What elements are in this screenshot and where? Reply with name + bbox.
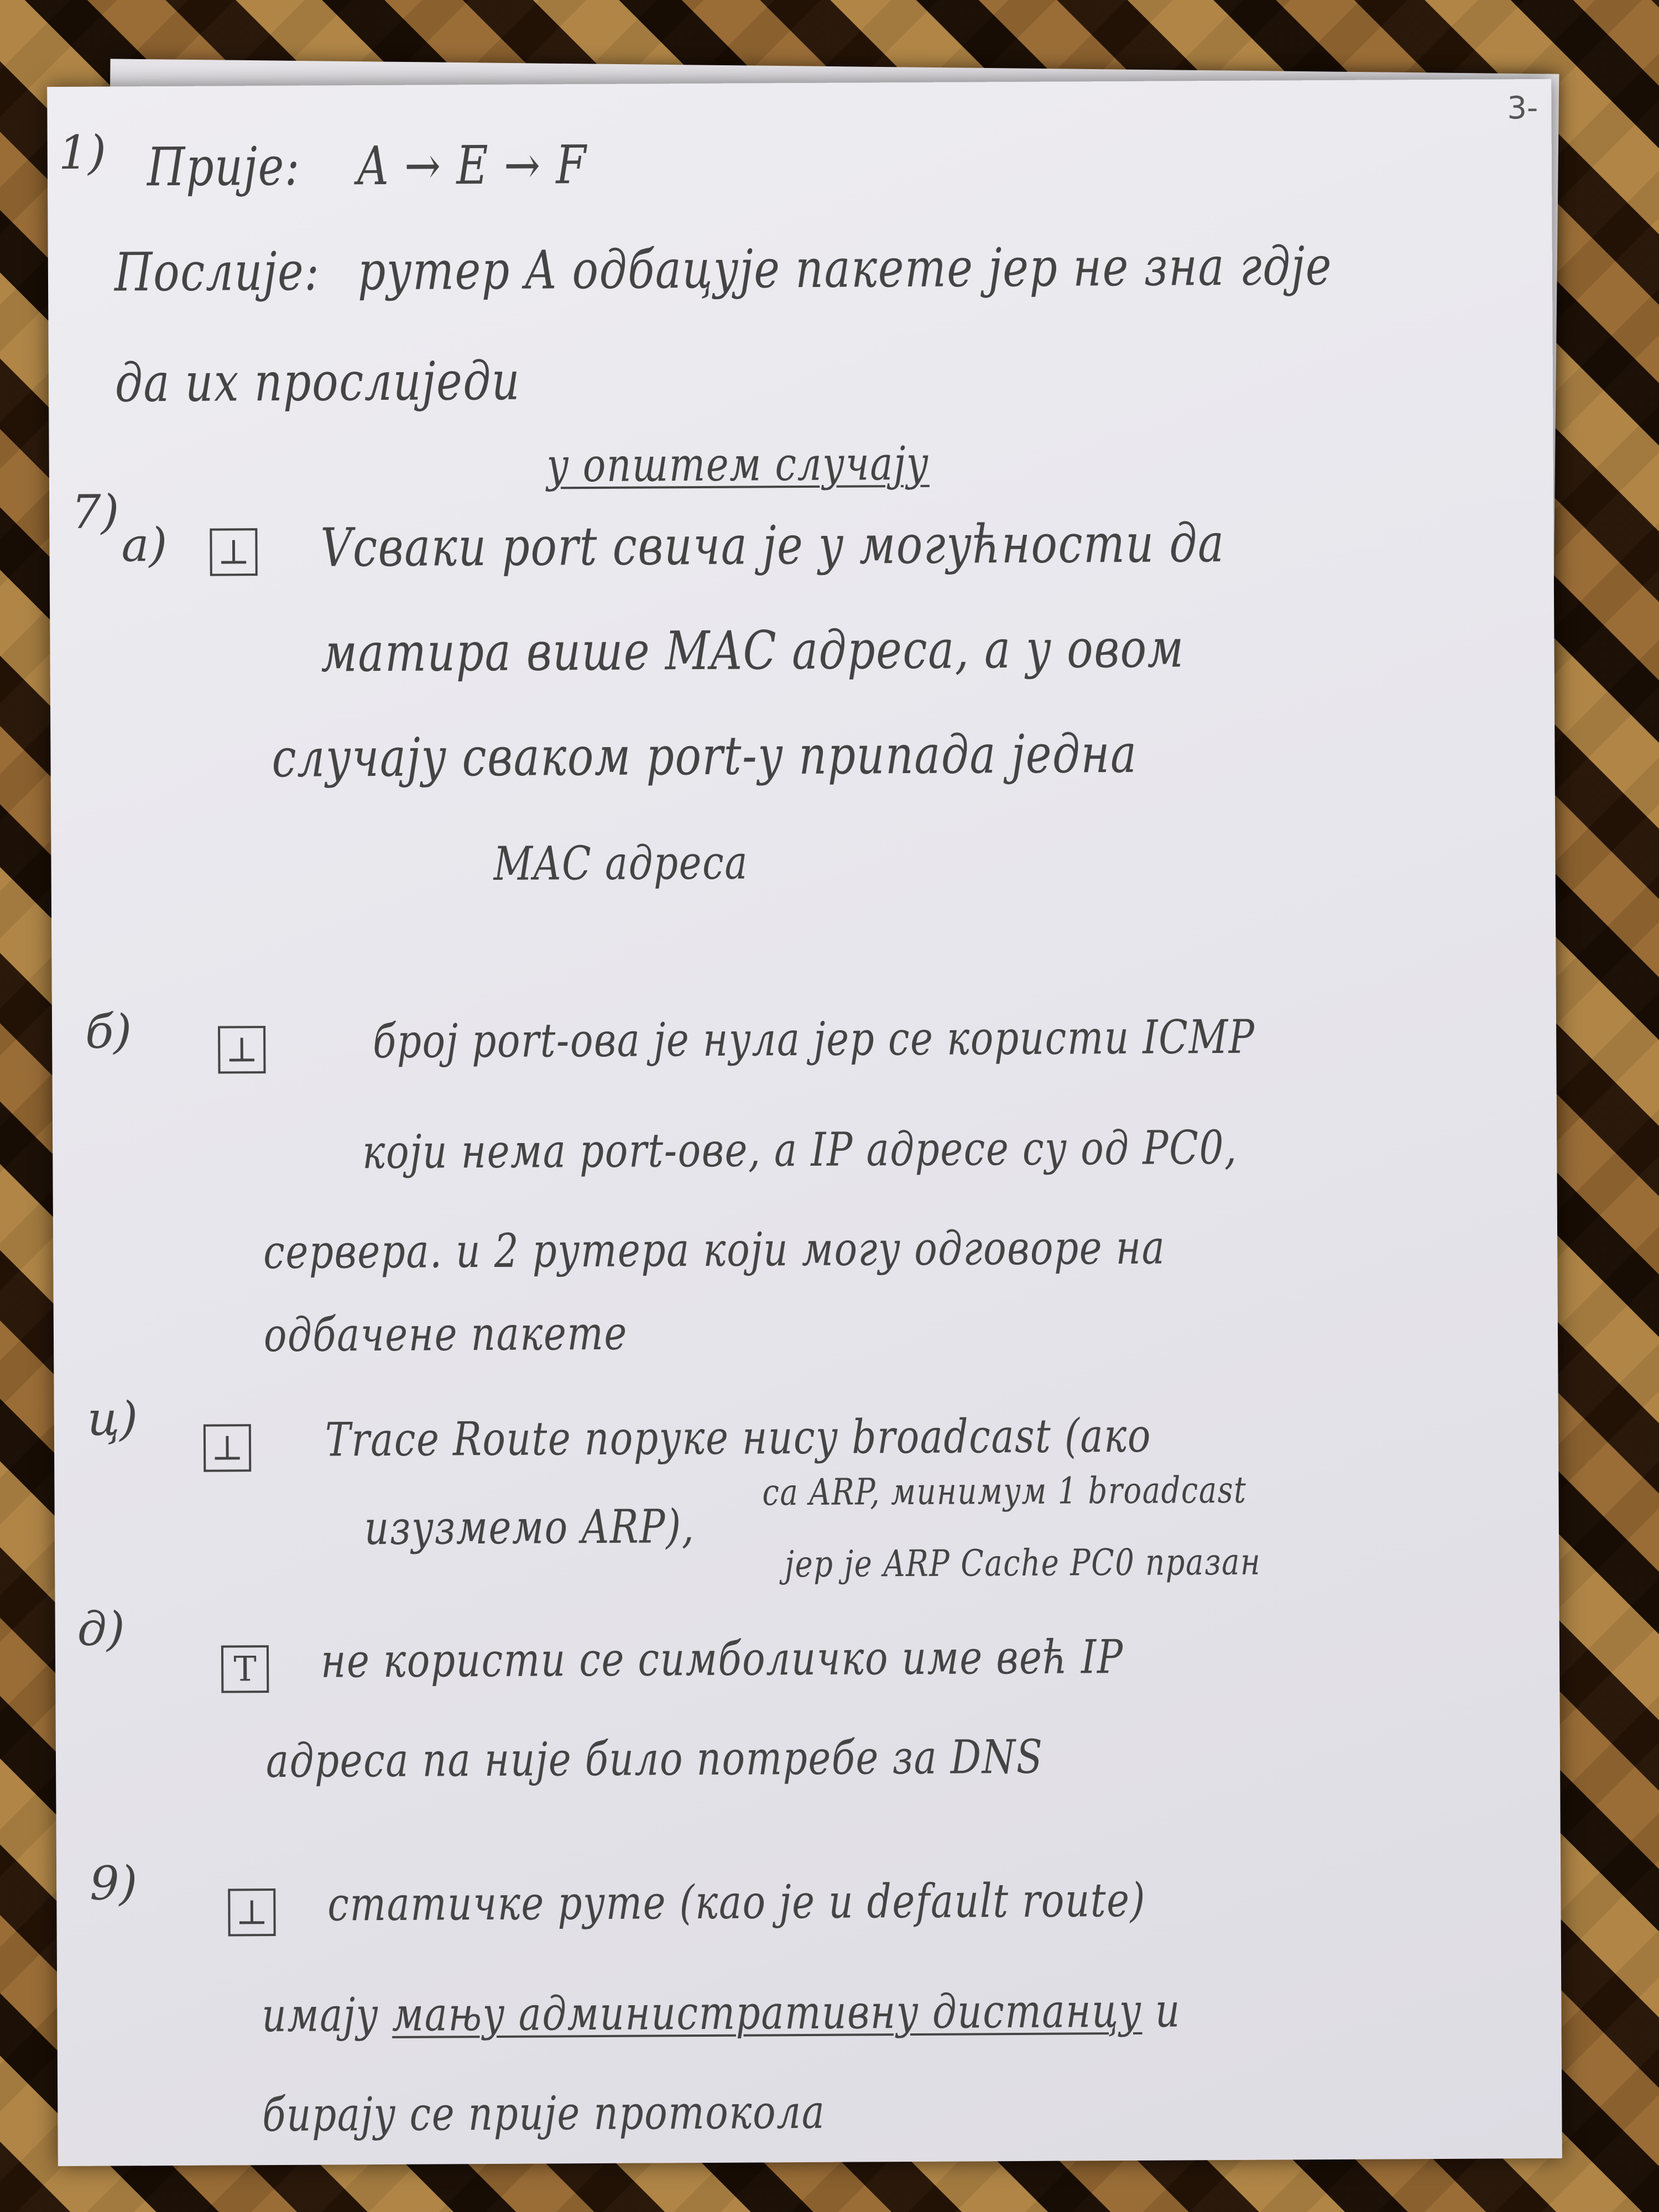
q9-line2-pre: имају xyxy=(262,1987,379,2043)
q1-after-text: рутер A одбацује пакете јер не зна гдје xyxy=(357,234,1333,302)
q7-annotation: у општем случају xyxy=(546,436,930,493)
q7b-mark: ⊥ xyxy=(218,1026,265,1073)
q7c-line2: изузмемо ARP), xyxy=(364,1499,695,1556)
q7c-mark: ⊥ xyxy=(204,1424,251,1472)
q7a-line4: MAC адреса xyxy=(493,835,749,891)
q7b-label: б) xyxy=(85,1004,132,1059)
handwritten-page xyxy=(47,79,1562,2166)
q7b-line3: сервера. и 2 рутера који могу одговоре на xyxy=(263,1220,1166,1280)
q7c-line2-extra: са ARP, минимум 1 broadcast xyxy=(762,1468,1247,1514)
q7b-line1: број port-ова је нула јер се користи ICMP xyxy=(372,1009,1256,1069)
q1-number: 1) xyxy=(58,125,107,180)
q7c-line1: Trace Route поруке нису broadcast (ако xyxy=(325,1408,1152,1467)
q1-before-path: A → E → F xyxy=(357,134,587,197)
q9-mark: ⊥ xyxy=(228,1888,275,1936)
q7c-line3: јер је ARP Cache PC0 празан xyxy=(784,1540,1261,1586)
q9-line1: статичке руте (као је и default route) xyxy=(327,1872,1146,1932)
q7b-line4: одбачене пакете xyxy=(263,1306,628,1363)
q9-number: 9) xyxy=(89,1856,138,1911)
q7d-label: д) xyxy=(77,1601,126,1656)
q7a-line3: случају сваком port-у припада једна xyxy=(272,722,1138,790)
q9-line2-post: и xyxy=(1155,1983,1181,2038)
page-corner-mark: 3- xyxy=(1507,90,1538,127)
q9-line3: бирају се прије протокола xyxy=(262,2084,826,2142)
q7a-line1: Vсваки port свича је у могућности да xyxy=(320,512,1225,579)
q9-line2-underlined: мању административну дистанцу xyxy=(392,1983,1142,2042)
q7c-label: ц) xyxy=(87,1391,138,1446)
q7d-line1: не користи се симболичко име већ IP xyxy=(320,1629,1124,1688)
q7d-mark: T xyxy=(221,1645,269,1693)
q7b-line2: који нема port-ове, а IP адресе су од PC0, xyxy=(362,1120,1238,1180)
q7-number: 7) xyxy=(71,484,119,539)
q7a-mark: ⊥ xyxy=(210,528,257,576)
q7a-line2: матира више MAC адреса, а у овом xyxy=(321,617,1185,684)
q1-after-text-2: да их прослиједи xyxy=(114,349,521,414)
q7d-line2: адреса па није било потребе за DNS xyxy=(265,1729,1044,1788)
q7a-label: а) xyxy=(121,518,168,572)
q1-before-label: Прије: xyxy=(147,135,301,199)
q9-line2 xyxy=(262,1983,1181,2042)
q1-after-label: Послије: xyxy=(114,240,320,304)
